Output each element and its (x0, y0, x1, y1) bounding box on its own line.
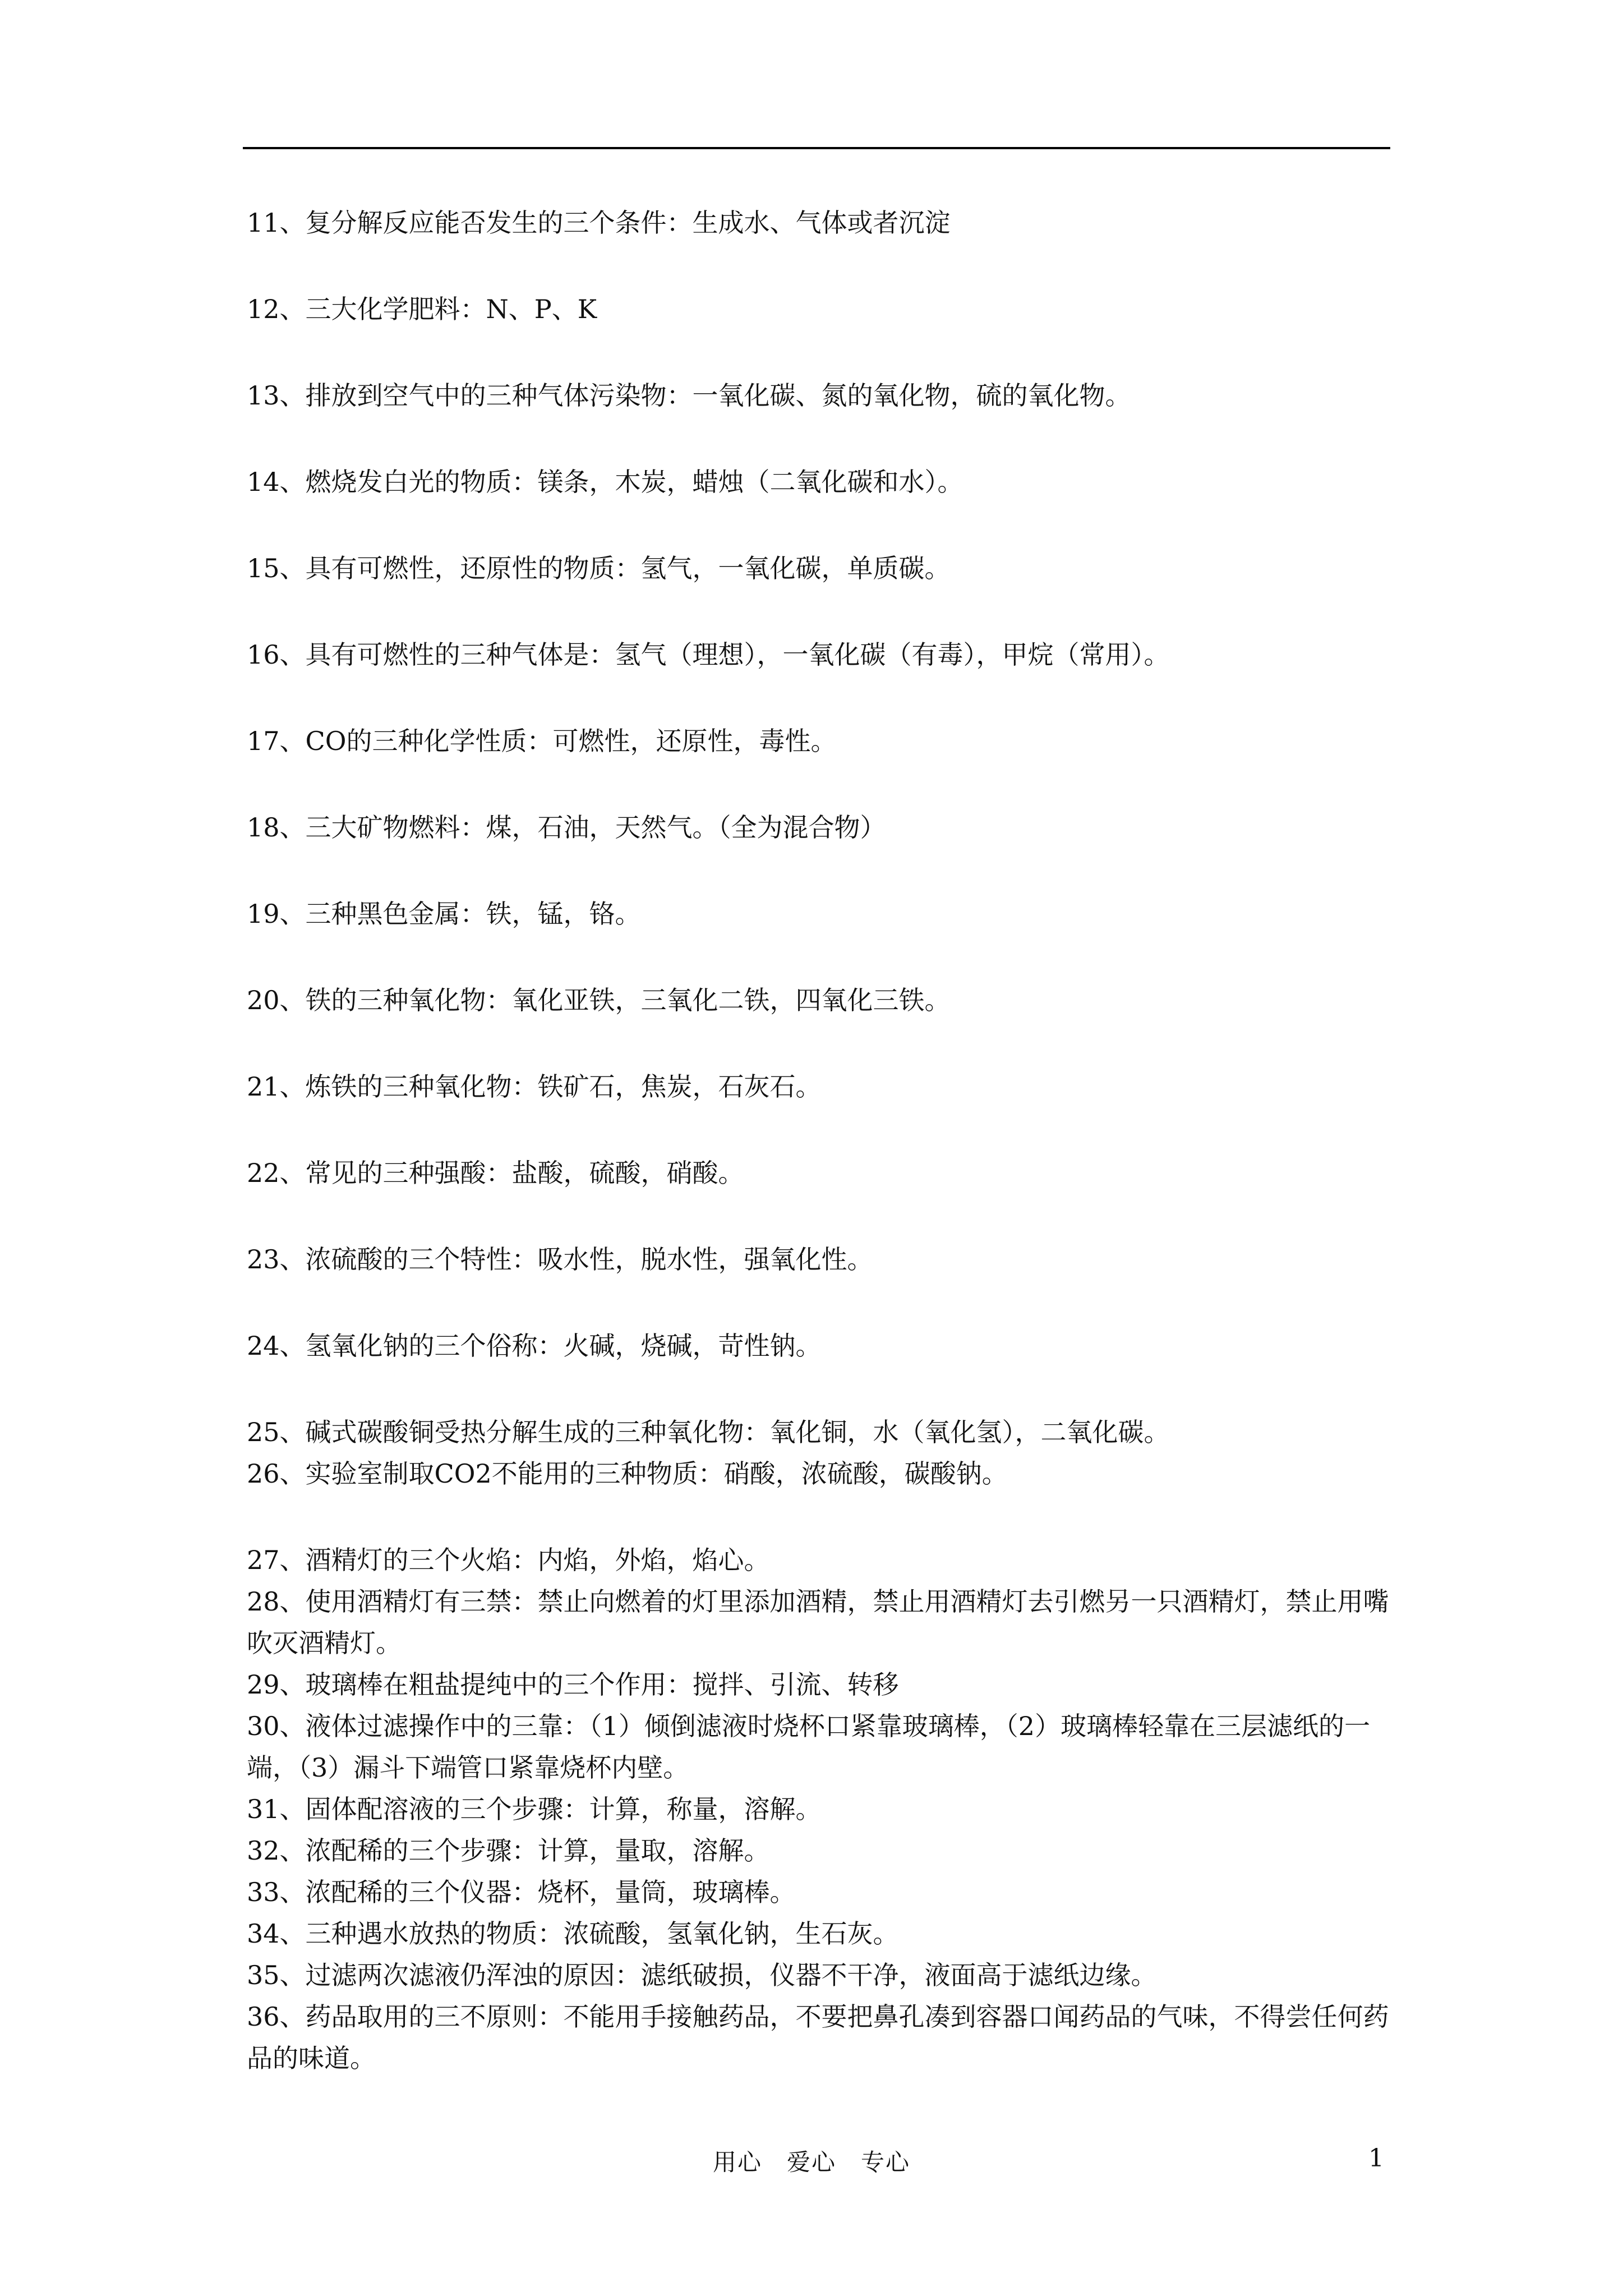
list-item: 31、固体配溶液的三个步骤：计算，称量，溶解。 (247, 1794, 822, 1824)
list-item: 14、燃烧发白光的物质：镁条，木炭，蜡烛（二氧化碳和水）。 (247, 467, 963, 497)
list-item: 28、使用酒精灯有三禁：禁止向燃着的灯里添加酒精，禁止用酒精灯去引燃另一只酒精灯，禁止用嘴吹灭酒精灯。 (247, 1586, 1389, 1658)
list-item: 16、具有可燃性的三种气体是：氢气（理想），一氧化碳（有毒），甲烷（常用）。 (247, 639, 1170, 670)
footer-motto: 用心 爱心 专心 (712, 2148, 910, 2176)
list-item: 22、常见的三种强酸：盐酸，硫酸，硝酸。 (247, 1158, 744, 1188)
list-item: 33、浓配稀的三个仪器：烧杯，量筒，玻璃棒。 (247, 1877, 796, 1907)
list-item: 19、三种黑色金属：铁，锰，铬。 (247, 899, 641, 929)
list-item: 27、酒精灯的三个火焰：内焰，外焰，焰心。 (247, 1545, 770, 1575)
list-item: 29、玻璃棒在粗盐提纯中的三个作用：搅拌、引流、转移 (247, 1669, 899, 1700)
list-item: 32、浓配稀的三个步骤：计算，量取，溶解。 (247, 1835, 770, 1866)
list-item: 20、铁的三种氧化物：氧化亚铁，三氧化二铁，四氧化三铁。 (247, 985, 951, 1015)
document-body (247, 202, 1396, 2079)
list-item: 30、液体过滤操作中的三靠：（1）倾倒滤液时烧杯口紧靠玻璃棒，（2）玻璃棒轻靠在三层滤纸的一端，（3）漏斗下端管口紧靠烧杯内壁。 (247, 1711, 1371, 1783)
header-rule (243, 147, 1390, 149)
list-item: 34、三种遇水放热的物质：浓硫酸，氢氧化钠，生石灰。 (247, 1918, 899, 1949)
list-item: 17、CO的三种化学性质：可燃性，还原性，毒性。 (247, 726, 837, 756)
list-item: 12、三大化学肥料：N、P、K (247, 294, 597, 324)
list-item: 25、碱式碳酸铜受热分解生成的三种氧化物：氧化铜，水（氧化氢），二氧化碳。 (247, 1417, 1170, 1447)
list-item: 35、过滤两次滤液仍浑浊的原因：滤纸破损，仪器不干净，液面高于滤纸边缘。 (247, 1960, 1157, 1990)
list-item: 21、炼铁的三种氧化物：铁矿石，焦炭，石灰石。 (247, 1071, 822, 1102)
page-number: 1 (1368, 2144, 1384, 2173)
list-item: 36、药品取用的三不原则：不能用手接触药品，不要把鼻孔凑到容器口闻药品的气味，不得尝任何药品的味道。 (247, 2001, 1389, 2073)
list-item: 23、浓硫酸的三个特性：吸水性，脱水性，强氧化性。 (247, 1244, 873, 1274)
list-item: 26、实验室制取CO2不能用的三种物质：硝酸，浓硫酸，碳酸钠。 (247, 1458, 1008, 1489)
list-item: 11、复分解反应能否发生的三个条件：生成水、气体或者沉淀 (247, 208, 951, 238)
list-item: 15、具有可燃性，还原性的物质：氢气，一氧化碳，单质碳。 (247, 553, 951, 583)
list-item: 13、排放到空气中的三种气体污染物：一氧化碳、氮的氧化物，硫的氧化物。 (247, 380, 1131, 411)
list-item: 24、氢氧化钠的三个俗称：火碱，烧碱，苛性钠。 (247, 1331, 822, 1361)
list-item: 18、三大矿物燃料：煤，石油，天然气。（全为混合物） (247, 812, 886, 843)
